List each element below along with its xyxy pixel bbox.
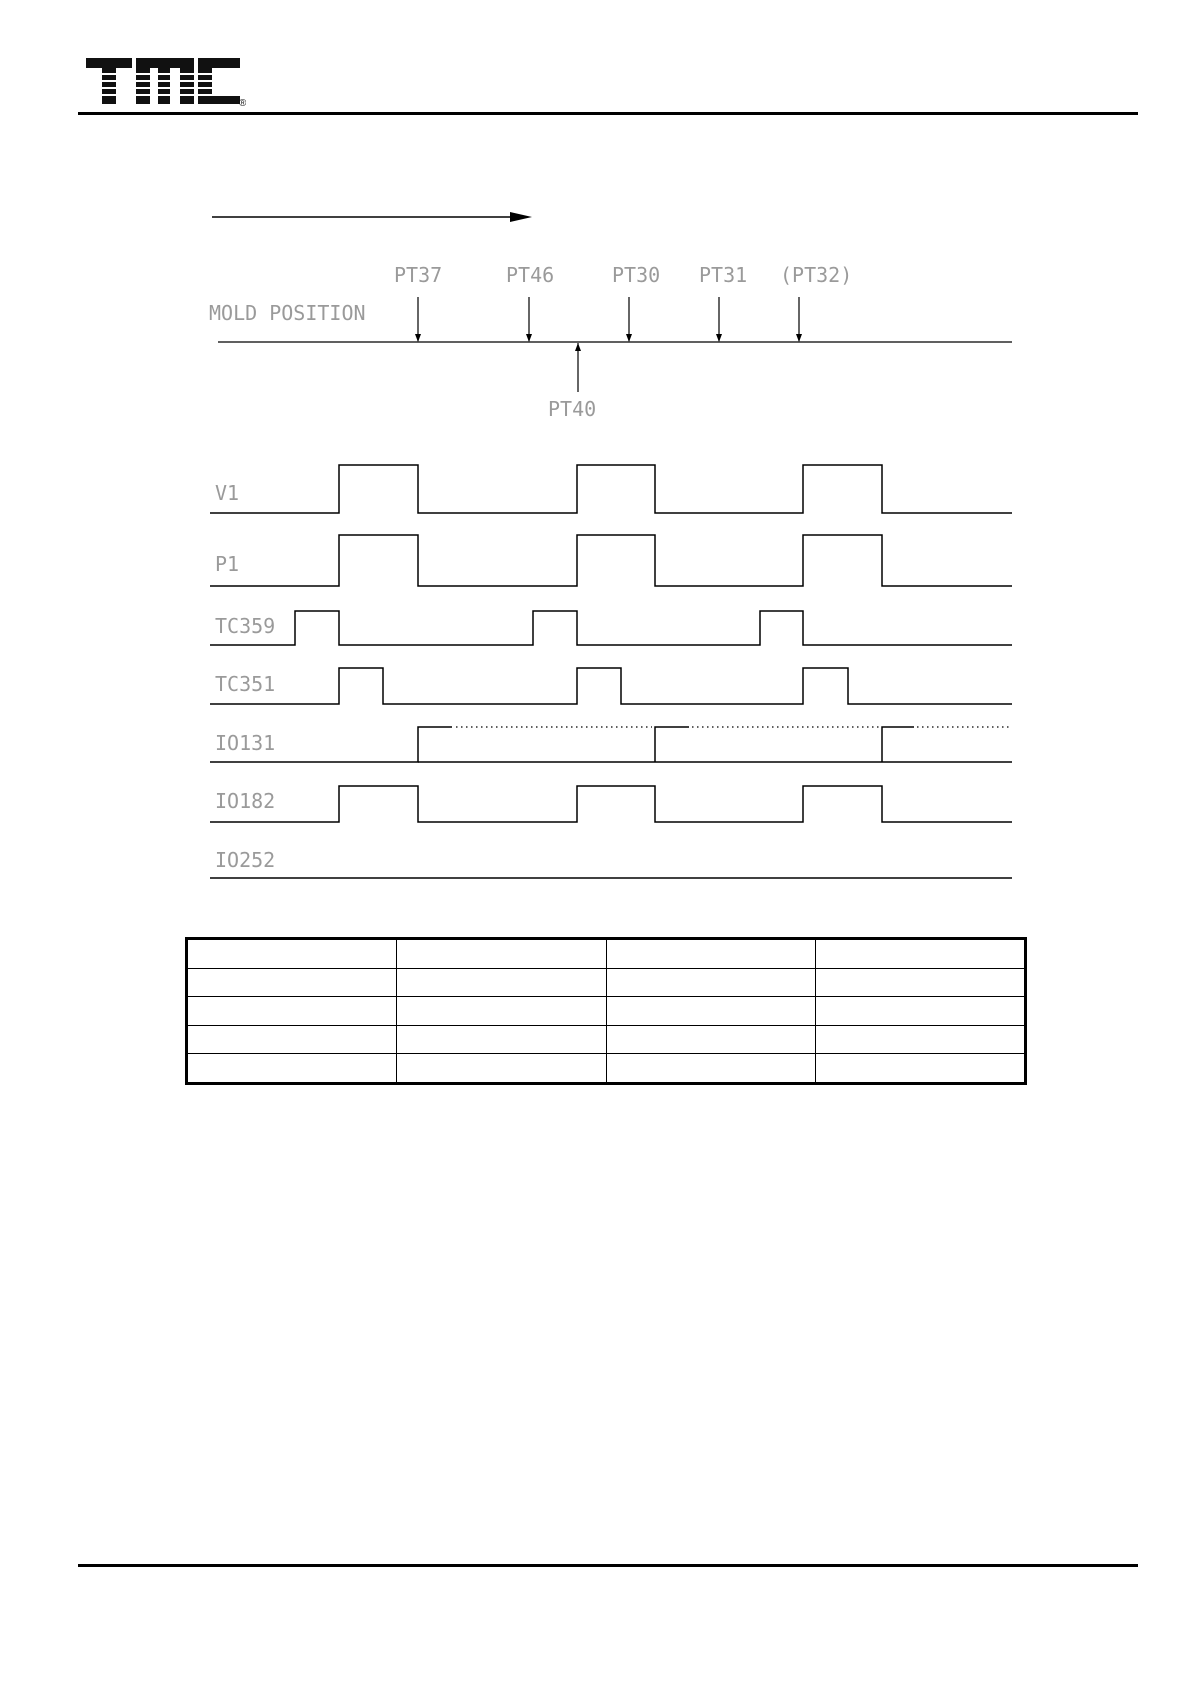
table-cell — [606, 997, 816, 1026]
waveform-io182 — [210, 786, 1012, 822]
table-row — [187, 939, 1026, 969]
signal-label-io131: IO131 — [215, 731, 276, 755]
table-cell — [187, 997, 397, 1026]
table-cell — [187, 968, 397, 997]
table-cell — [396, 939, 606, 969]
table-cell — [187, 1054, 397, 1084]
table-cell — [606, 968, 816, 997]
direction-arrow-head — [510, 212, 532, 222]
marker-pt30: PT30 — [612, 263, 661, 287]
waveform-io131-step-2 — [655, 727, 689, 762]
signal-label-io252: IO252 — [215, 848, 276, 872]
table-cell — [606, 1025, 816, 1054]
marker-pt46: PT46 — [506, 263, 555, 287]
signal-label-tc351: TC351 — [215, 672, 276, 696]
mold-position-label: MOLD POSITION — [209, 301, 366, 325]
registered-mark: ® — [239, 98, 246, 108]
marker-pt37: PT37 — [394, 263, 443, 287]
signal-label-p1: P1 — [215, 552, 240, 576]
table-cell — [816, 939, 1026, 969]
marker-pt40: PT40 — [548, 397, 597, 421]
signal-label-tc359: TC359 — [215, 614, 276, 638]
table-cell — [816, 997, 1026, 1026]
table-row — [187, 968, 1026, 997]
signal-label-io182: IO182 — [215, 789, 276, 813]
waveform-tc351 — [210, 668, 1012, 704]
table-cell — [816, 1025, 1026, 1054]
waveform-p1 — [210, 535, 1012, 586]
signal-label-v1: V1 — [215, 481, 240, 505]
table-row — [187, 1025, 1026, 1054]
table-row — [187, 997, 1026, 1026]
waveform-io131-step-3 — [882, 727, 914, 762]
footer-rule — [78, 1564, 1138, 1567]
marker-pt32: (PT32) — [780, 263, 853, 287]
marker-pt31: PT31 — [699, 263, 748, 287]
data-table — [185, 937, 1027, 1085]
table-cell — [187, 939, 397, 969]
waveform-v1 — [210, 465, 1012, 513]
table-cell — [396, 1054, 606, 1084]
table-cell — [606, 939, 816, 969]
table-cell — [816, 1054, 1026, 1084]
table-cell — [187, 1025, 397, 1054]
waveform-tc359 — [210, 611, 1012, 645]
table-cell — [396, 968, 606, 997]
table-cell — [396, 1025, 606, 1054]
table-row — [187, 1054, 1026, 1084]
table-cell — [606, 1054, 816, 1084]
table-cell — [396, 997, 606, 1026]
table-cell — [816, 968, 1026, 997]
